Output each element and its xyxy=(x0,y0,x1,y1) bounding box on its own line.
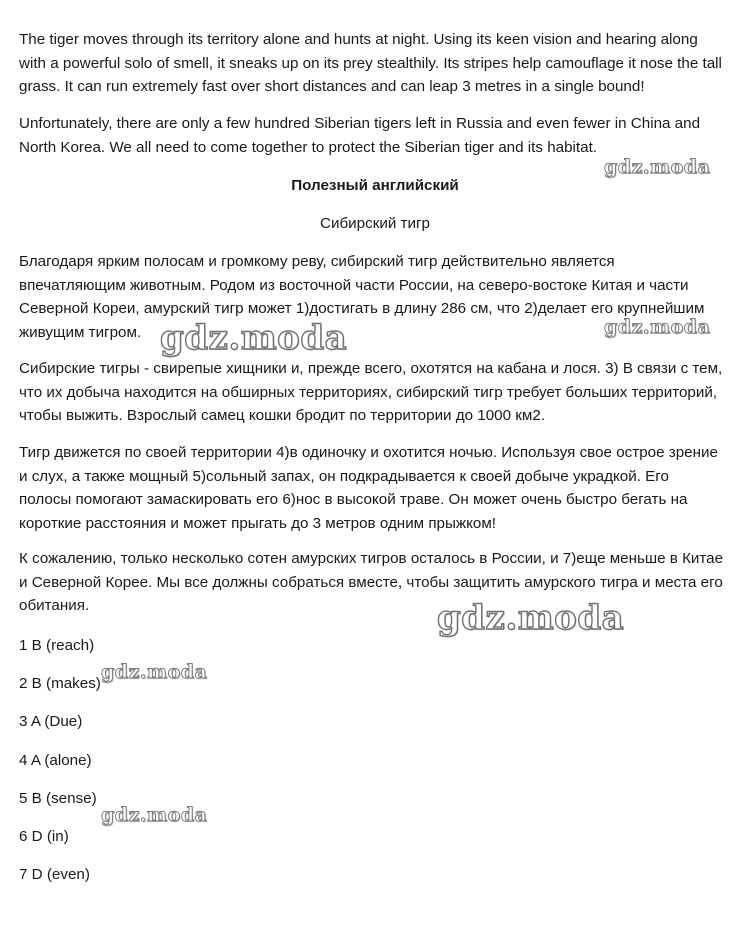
answer-item: 2 B (makes) xyxy=(19,675,101,692)
section-subtitle: Сибирский тигр xyxy=(320,215,430,232)
russian-paragraph-1: Благодаря ярким полосам и громкому реву, сибирский тигр действительно является впечатляющим животным. Родом из восточной части России, на северо-востоке Китая и части Северной Кореи, амурский тигр может 1)достигать в длину 286 см, что 2)делает его крупнейшим живущим тигром. xyxy=(19,253,705,341)
answer-item: 5 B (sense) xyxy=(19,790,97,807)
watermark: gdz.moda xyxy=(437,598,625,638)
english-paragraph-2: Unfortunately, there are only a few hundred Siberian tigers left in Russia and even fewer in China and North Korea. We all need to come together to protect the Siberian tiger and its habitat. xyxy=(19,115,701,156)
watermark: gdz.moda xyxy=(160,318,348,358)
answer-item: 3 A (Due) xyxy=(19,713,83,730)
watermark: gdz.moda xyxy=(604,316,711,338)
section-heading: Полезный английский xyxy=(291,177,459,194)
watermark: gdz.moda xyxy=(101,804,208,826)
russian-paragraph-3: Тигр движется по своей территории 4)в одиночку и охотится ночью. Используя свое острое зрение и слух, а также мощный 5)сольный запах, он подкрадывается к своей добыче украдкой. Его полосы помогают замаскировать его 6)нос в высокой траве. Он может очень быстро бегать на короткие расстояния и может прыгать до 3 метров одним прыжком! xyxy=(19,444,718,532)
answer-item: 6 D (in) xyxy=(19,828,69,845)
russian-paragraph-4: К сожалению, только несколько сотен амурских тигров осталось в России, и 7)еще меньше в Китае и Северной Корее. Мы все должны собраться вместе, чтобы защитить амурского тигра и места его обитания. xyxy=(19,550,724,615)
watermark: gdz.moda xyxy=(101,661,208,683)
english-paragraph-1: The tiger moves through its territory alone and hunts at night. Using its keen vision and hearing along with a powerful solo of smell, it sneaks up on its prey stealthily. Its stripes help camouflage it nose the tall grass. It can run extremely fast over short distances and can leap 3 metres in a single bound! xyxy=(19,31,722,96)
answer-item: 1 B (reach) xyxy=(19,637,95,654)
watermark: gdz.moda xyxy=(604,156,711,178)
answer-item: 7 D (even) xyxy=(19,866,90,883)
russian-paragraph-2: Сибирские тигры - свирепые хищники и, прежде всего, охотятся на кабана и лося. 3) В связи с тем, что их добыча находится на обширных территориях, сибирский тигр требует больших территорий, чтобы выжить. Взрослый самец кошки бродит по территории до 1000 км2. xyxy=(19,360,723,425)
answer-item: 4 A (alone) xyxy=(19,752,92,769)
